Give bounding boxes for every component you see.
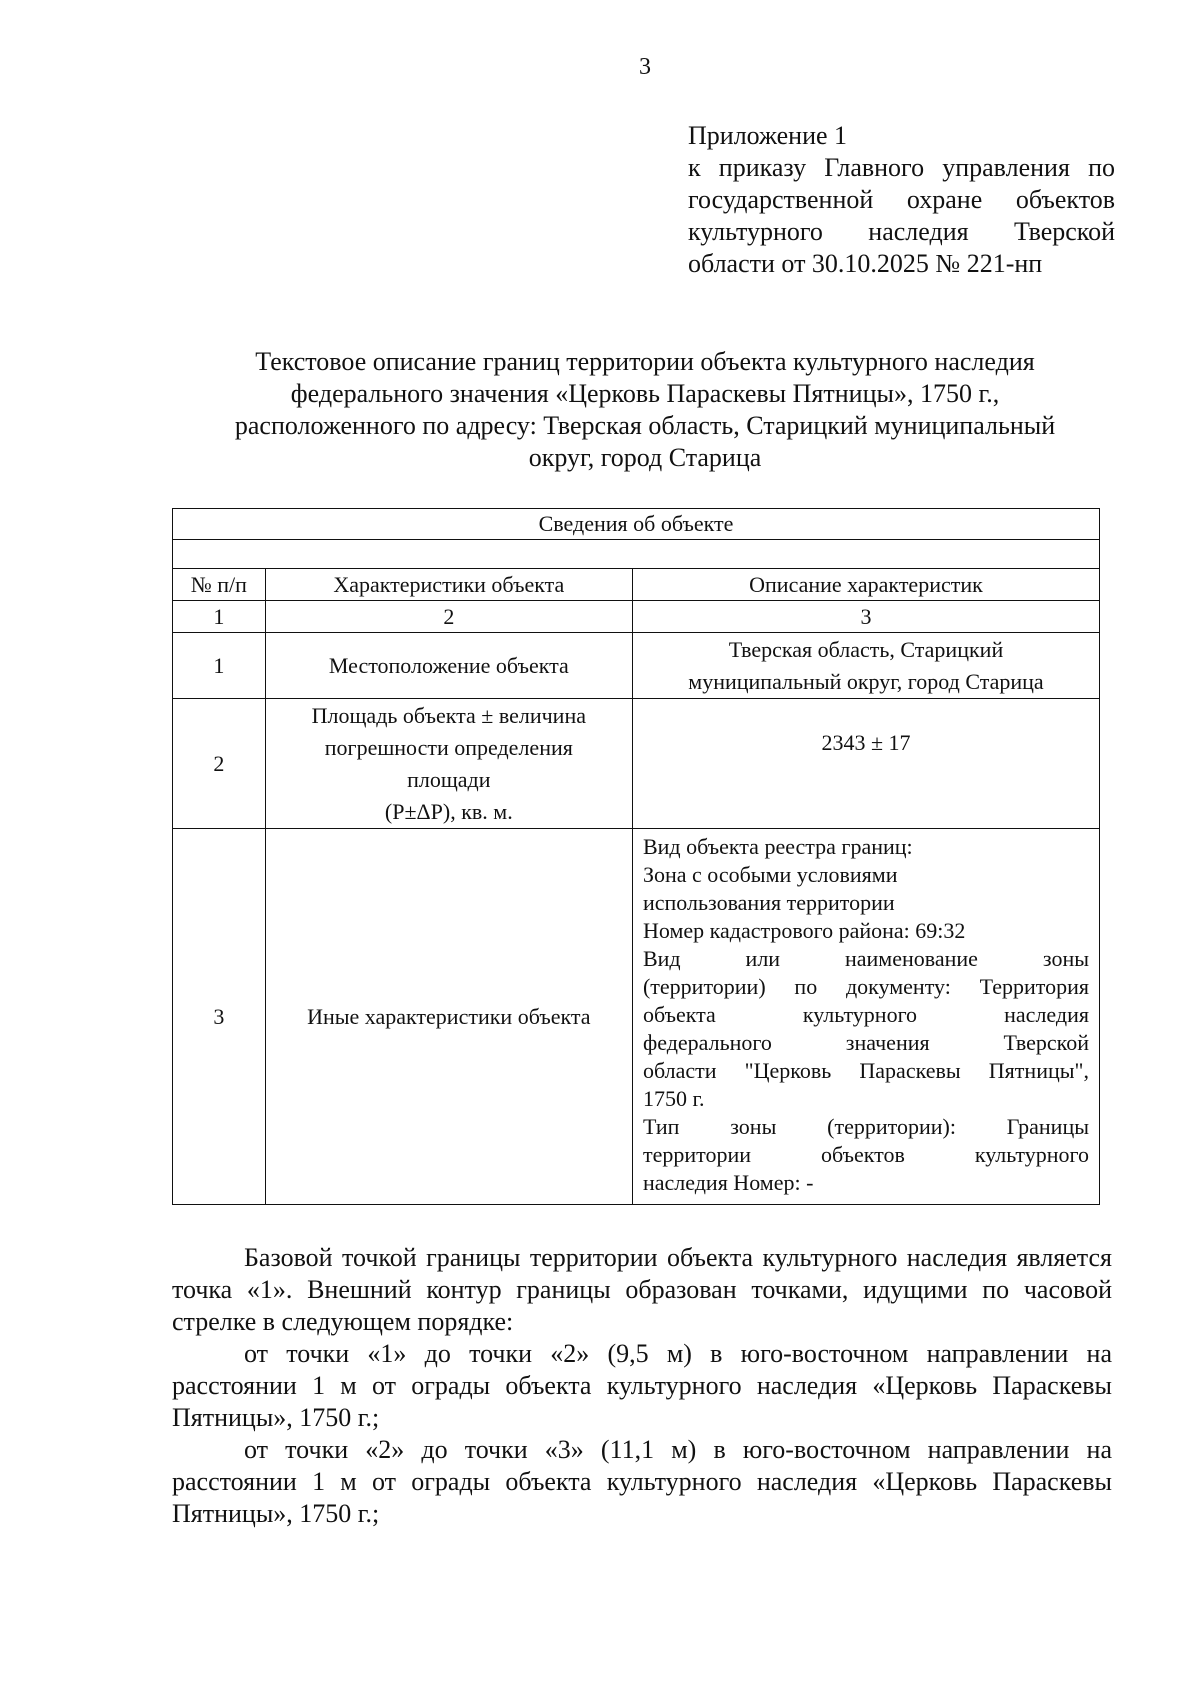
body-paragraph: от точки «2» до точки «3» (11,1 м) в юго-восточном направлении на расстоянии 1 м от ограды объекта культурного наследия «Церковь Параскевы Пятницы», 1750 г.; <box>172 1435 1112 1528</box>
table-row <box>173 829 1100 1205</box>
description-line: муниципальный округ, город Старица <box>688 668 1044 694</box>
characteristic-line: Иные характеристики объекта <box>307 1003 591 1029</box>
description-line: 1750 г. <box>642 1086 705 1111</box>
header-characteristic: Характеристики объекта <box>265 569 632 601</box>
description-line: Номер кадастрового района: 69:32 <box>642 918 966 943</box>
characteristic-line: Площадь объекта ± величина <box>311 702 586 728</box>
table-caption: Сведения об объекте <box>173 509 1100 540</box>
characteristic-line: Местоположение объекта <box>328 652 569 678</box>
table-spacer-cell <box>173 540 1100 569</box>
row-number: 1 <box>173 633 266 699</box>
row-characteristic <box>265 829 632 1205</box>
description-line: объекта культурного наследия <box>642 1002 1089 1027</box>
description-line: Тип зоны (территории): Границы <box>642 1114 1089 1139</box>
title-line: расположенного по адресу: Тверская область, Старицкий муниципальный <box>234 411 1056 440</box>
table-row <box>173 699 1100 829</box>
column-number: 1 <box>173 601 266 633</box>
table-header-row <box>173 569 1100 601</box>
description-line: использования территории <box>642 890 895 915</box>
description-line: области "Церковь Параскевы Пятницы", <box>642 1058 1089 1083</box>
row-characteristic <box>265 699 632 829</box>
document-title <box>170 346 1120 474</box>
page-number: 3 <box>639 54 651 80</box>
row-description <box>632 633 1099 699</box>
description-line: Вид или наименование зоны <box>642 946 1089 971</box>
appendix-line: Приложение 1 <box>688 121 848 150</box>
description-line: (территории) по документу: Территория <box>642 974 1089 999</box>
body-paragraph: от точки «1» до точки «2» (9,5 м) в юго-восточном направлении на расстоянии 1 м от ограды объекта культурного наследия «Церковь Параскевы Пятницы», 1750 г.; <box>172 1339 1112 1432</box>
table-caption-row <box>173 509 1100 540</box>
characteristic-line: площади <box>407 766 491 792</box>
characteristic-line: (Р±ΔР), кв. м. <box>384 798 513 824</box>
appendix-header <box>688 120 1115 280</box>
description-line: территории объектов культурного <box>642 1142 1089 1167</box>
row-description <box>632 699 1099 829</box>
title-line: Текстовое описание границ территории объекта культурного наследия <box>255 347 1035 376</box>
table-column-numbers-row <box>173 601 1100 633</box>
characteristic-line: погрешности определения <box>324 734 573 760</box>
description-line: федерального значения Тверской <box>642 1030 1089 1055</box>
boundary-description-text <box>172 1242 1112 1530</box>
description-line: Зона с особыми условиями <box>642 862 898 887</box>
appendix-line: к приказу Главного управления по <box>688 153 1115 182</box>
description-line: Тверская область, Старицкий <box>728 636 1004 662</box>
column-number: 2 <box>265 601 632 633</box>
row-characteristic <box>265 633 632 699</box>
description-line: Вид объекта реестра границ: <box>642 834 913 859</box>
area-value: 2343 ± 17 <box>821 730 911 755</box>
header-number: № п/п <box>173 569 266 601</box>
row-number: 2 <box>173 699 266 829</box>
row-description <box>632 829 1099 1205</box>
title-line: федерального значения «Церковь Параскевы Пятницы», 1750 г., <box>290 379 1000 408</box>
row-number: 3 <box>173 829 266 1205</box>
appendix-line: культурного наследия Тверской <box>688 217 1115 246</box>
body-paragraph: Базовой точкой границы территории объекта культурного наследия является точка «1». Внешний контур границы образован точками, идущими по часовой стрелке в следующем порядке: <box>172 1243 1112 1336</box>
column-number: 3 <box>632 601 1099 633</box>
header-description: Описание характеристик <box>632 569 1099 601</box>
table-row <box>173 633 1100 699</box>
description-line: наследия Номер: - <box>642 1170 814 1195</box>
appendix-line: области от 30.10.2025 № 221-нп <box>688 249 1043 278</box>
title-line: округ, город Старица <box>528 443 762 472</box>
object-info-table <box>172 508 1100 1205</box>
table-spacer-row <box>173 540 1100 569</box>
appendix-line: государственной охране объектов <box>688 185 1115 214</box>
